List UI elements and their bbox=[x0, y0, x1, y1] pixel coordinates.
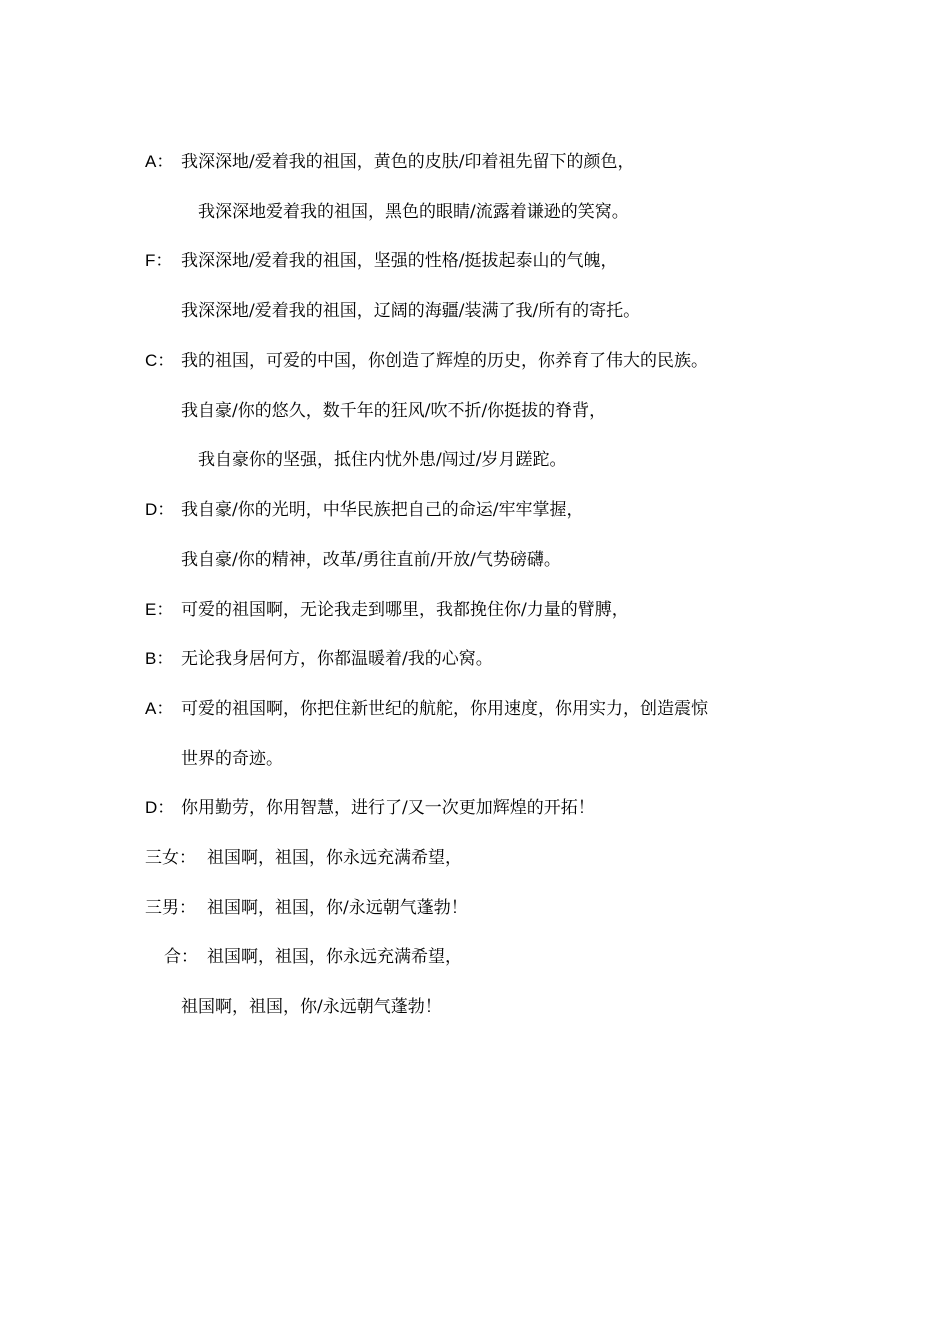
line-text: 可爱的祖国啊，你把住新世纪的航舵，你用速度，你用实力，创造震惊 bbox=[181, 699, 708, 719]
speaker-label: D： bbox=[145, 500, 175, 519]
line-text: 我自豪你的坚强，抵住内忧外患/闯过/岁月蹉跎。 bbox=[198, 450, 567, 470]
speaker-label: 合： bbox=[164, 947, 198, 967]
line-text: 祖国啊，祖国，你/永远朝气蓬勃！ bbox=[181, 997, 442, 1017]
line-text: 我的祖国，可爱的中国，你创造了辉煌的历史，你养育了伟大的民族。 bbox=[181, 351, 708, 371]
line-text: 我自豪/你的精神，改革/勇往直前/开放/气势磅礴。 bbox=[181, 550, 561, 570]
line-text: 祖国啊，祖国，你/永远朝气蓬勃！ bbox=[207, 898, 468, 918]
line-text: 可爱的祖国啊，无论我走到哪里，我都挽住你/力量的臂膊， bbox=[181, 600, 629, 620]
speaker-label: B： bbox=[145, 649, 174, 668]
line-text: 祖国啊，祖国，你永远充满希望， bbox=[207, 947, 462, 967]
speaker-label: E： bbox=[145, 600, 174, 619]
line-text: 无论我身居何方，你都温暖着/我的心窝。 bbox=[181, 649, 493, 669]
line-text: 我深深地爱着我的祖国，黑色的眼睛/流露着谦逊的笑窝。 bbox=[198, 202, 629, 222]
line-text: 我深深地/爱着我的祖国，坚强的性格/挺拔起泰山的气魄， bbox=[181, 251, 618, 271]
speaker-label: 三女： bbox=[145, 848, 196, 868]
speaker-label: D： bbox=[145, 798, 175, 817]
speaker-label: F： bbox=[145, 251, 173, 270]
line-text: 世界的奇迹。 bbox=[181, 749, 283, 769]
speaker-label: 三男： bbox=[145, 898, 196, 918]
line-text: 我自豪/你的悠久，数千年的狂风/吹不折/你挺拔的脊背， bbox=[181, 401, 607, 421]
line-text: 我深深地/爱着我的祖国，辽阔的海疆/装满了我/所有的寄托。 bbox=[181, 301, 641, 321]
speaker-label: A： bbox=[145, 699, 174, 718]
line-text: 我自豪/你的光明，中华民族把自己的命运/牢牢掌握， bbox=[181, 500, 584, 520]
line-text: 我深深地/爱着我的祖国，黄色的皮肤/印着祖先留下的颜色， bbox=[181, 152, 635, 172]
line-text: 你用勤劳，你用智慧，进行了/又一次更加辉煌的开拓！ bbox=[181, 798, 595, 818]
speaker-label: A： bbox=[145, 152, 174, 171]
line-text: 祖国啊，祖国，你永远充满希望， bbox=[207, 848, 462, 868]
speaker-label: C： bbox=[145, 351, 175, 370]
